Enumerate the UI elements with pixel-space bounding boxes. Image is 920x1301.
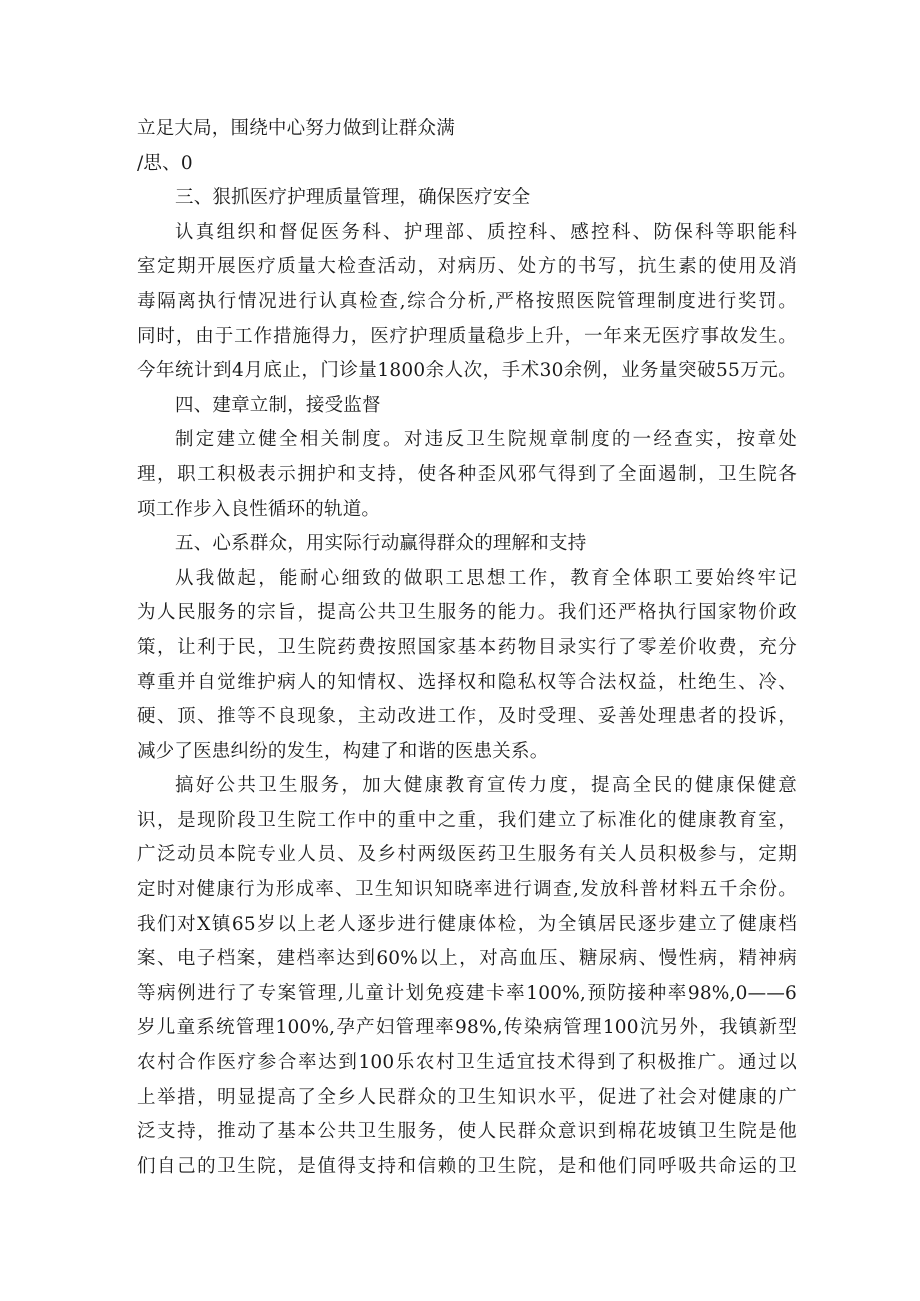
text-line: 尊重并自觉维护病人的知情权、选择权和隐私权等合法权益，杜绝生、冷、 — [137, 671, 797, 693]
text-line: 毒隔离执行情况进行认真检查,综合分析,严格按照医院管理制度进行奖罚。 — [137, 290, 797, 312]
text-line: 们自己的卫生院，是值得支持和信赖的卫生院，是和他们同呼吸共命运的卫 — [137, 1155, 797, 1177]
text-line: 上举措，明显提高了全乡人民群众的卫生知识水平，促进了社会对健康的广 — [137, 1086, 797, 1108]
text-line: 等病例进行了专案管理,儿童计划免疫建卡率100%,预防接种率98%,0——6 — [137, 982, 797, 1004]
text-line: 岁儿童系统管理100%,孕产妇管理率98%,传染病管理100沆另外，我镇新型 — [137, 1017, 797, 1039]
text-line: 立足大局，围绕中心努力做到让群众满 — [137, 118, 455, 139]
text-line: 五、心系群众，用实际行动赢得群众的理解和支持 — [175, 533, 587, 555]
text-line: 理，职工积极表示拥护和支持，使各种歪风邪气得到了全面遏制，卫生院各 — [137, 463, 797, 485]
text-line: 硬、顶、推等不良现象，主动改进工作，及时受理、妥善处理患者的投诉， — [137, 706, 797, 728]
text-line: 项工作步入良性循环的轨道。 — [137, 498, 381, 520]
text-line: /思、0 — [137, 152, 193, 174]
text-line: 策，让利于民，卫生院药费按照国家基本药物目录实行了零差价收费，充分 — [137, 636, 797, 658]
text-line: 泛支持，推动了基本公共卫生服务，使人民群众意识到棉花坡镇卫生院是他 — [137, 1121, 797, 1143]
text-line: 减少了医患纠纷的发生，构建了和谐的医患关系。 — [137, 740, 549, 762]
text-line: 广泛动员本院专业人员、及乡村两级医药卫生服务有关人员积极参与，定期 — [137, 844, 797, 866]
text-line: 识，是现阶段卫生院工作中的重中之重，我们建立了标准化的健康教育室， — [137, 809, 797, 831]
text-line: 今年统计到4月底止，门诊量1800余人次，手术30余例，业务量突破55万元。 — [137, 360, 797, 382]
text-line: 认真组织和督促医务科、护理部、质控科、感控科、防保科等职能科 — [175, 221, 797, 243]
text-line: 四、建章立制，接受监督 — [175, 394, 381, 416]
document-page — [137, 112, 797, 1184]
text-line: 三、狠抓医疗护理质量管理，确保医疗安全 — [175, 187, 531, 209]
text-line: 制定建立健全相关制度。对违反卫生院规章制度的一经查实，按章处 — [175, 429, 797, 451]
text-line: 搞好公共卫生服务，加大健康教育宣传力度，提高全民的健康保健意 — [175, 775, 797, 797]
text-line: 我们对X镇65岁以上老人逐步进行健康体检，为全镇居民逐步建立了健康档 — [137, 913, 797, 935]
text-line: 同时，由于工作措施得力，医疗护理质量稳步上升，一年来无医疗事故发生。 — [137, 325, 797, 347]
text-line: 室定期开展医疗质量大检查活动，对病历、处方的书写，抗生素的使用及消 — [137, 256, 797, 278]
text-line: 农村合作医疗参合率达到100乐农村卫生适宜技术得到了积极推广。通过以 — [137, 1052, 797, 1074]
text-line: 从我做起，能耐心细致的做职工思想工作，教育全体职工要始终牢记 — [175, 567, 797, 589]
text-line: 案、电子档案，建档率达到60%以上，对高血压、糖尿病、慢性病，精神病 — [137, 948, 797, 970]
text-line: 为人民服务的宗旨，提高公共卫生服务的能力。我们还严格执行国家物价政 — [137, 602, 797, 624]
text-line: 定时对健康行为形成率、卫生知识知晓率进行调查,发放科普材料五千余份。 — [137, 879, 797, 901]
